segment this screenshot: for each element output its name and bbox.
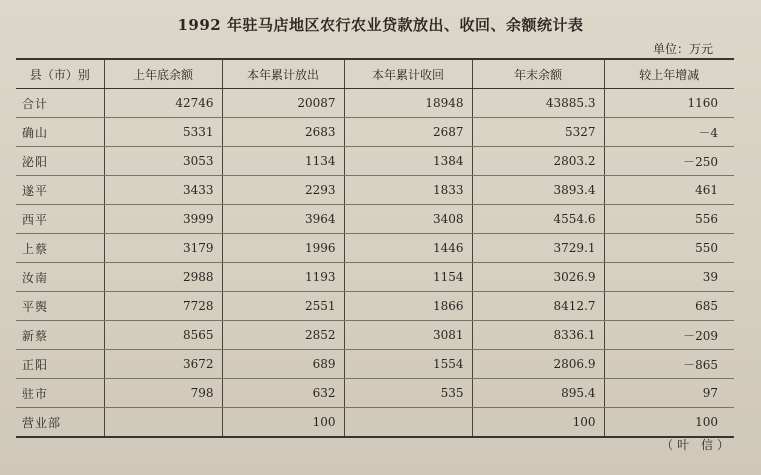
cell-recovered bbox=[344, 408, 472, 438]
cell-year-end-balance: 8336.1 bbox=[472, 321, 604, 350]
table-row bbox=[16, 263, 734, 292]
header-issued: 本年累计放出 bbox=[222, 59, 344, 89]
cell-prev-balance: 3433 bbox=[104, 176, 222, 205]
cell-change: 39 bbox=[604, 263, 734, 292]
cell-change: 1160 bbox=[604, 89, 734, 118]
cell-recovered: 1554 bbox=[344, 350, 472, 379]
cell-issued: 689 bbox=[222, 350, 344, 379]
cell-county: 驻市 bbox=[16, 379, 104, 408]
author-signature: （叶 信） bbox=[661, 438, 733, 452]
cell-prev-balance: 798 bbox=[104, 379, 222, 408]
cell-prev-balance bbox=[104, 408, 222, 438]
cell-year-end-balance: 5327 bbox=[472, 118, 604, 147]
cell-change: 556 bbox=[604, 205, 734, 234]
cell-county: 平舆 bbox=[16, 292, 104, 321]
cell-recovered: 1833 bbox=[344, 176, 472, 205]
cell-change: 461 bbox=[604, 176, 734, 205]
cell-year-end-balance: 43885.3 bbox=[472, 89, 604, 118]
cell-issued: 1193 bbox=[222, 263, 344, 292]
cell-year-end-balance: 4554.6 bbox=[472, 205, 604, 234]
cell-year-end-balance: 2806.9 bbox=[472, 350, 604, 379]
header-year-end-balance: 年末余额 bbox=[472, 59, 604, 89]
document-title: 1992 年驻马店地区农行农业贷款放出、收回、余额统计表 bbox=[177, 16, 584, 34]
cell-prev-balance: 2988 bbox=[104, 263, 222, 292]
header-prev-balance: 上年底余额 bbox=[104, 59, 222, 89]
cell-prev-balance: 3179 bbox=[104, 234, 222, 263]
loan-statistics-table bbox=[16, 58, 734, 438]
cell-county: 正阳 bbox=[16, 350, 104, 379]
cell-issued: 1134 bbox=[222, 147, 344, 176]
cell-county: 营业部 bbox=[22, 415, 62, 430]
cell-recovered: 3408 bbox=[344, 205, 472, 234]
cell-change: －250 bbox=[604, 147, 734, 176]
cell-county: 遂平 bbox=[16, 176, 104, 205]
cell-recovered: 1154 bbox=[344, 263, 472, 292]
cell-prev-balance: 42746 bbox=[104, 89, 222, 118]
table-row bbox=[16, 292, 734, 321]
table-row bbox=[16, 205, 734, 234]
table-row bbox=[16, 408, 734, 438]
cell-recovered: 1384 bbox=[344, 147, 472, 176]
cell-prev-balance: 3999 bbox=[104, 205, 222, 234]
cell-issued: 2293 bbox=[222, 176, 344, 205]
cell-issued: 632 bbox=[222, 379, 344, 408]
cell-year-end-balance: 895.4 bbox=[472, 379, 604, 408]
cell-year-end-balance: 8412.7 bbox=[472, 292, 604, 321]
cell-county: 确山 bbox=[16, 118, 104, 147]
cell-county: 上蔡 bbox=[16, 234, 104, 263]
cell-prev-balance: 8565 bbox=[104, 321, 222, 350]
cell-issued: 2551 bbox=[222, 292, 344, 321]
cell-change: 97 bbox=[604, 379, 734, 408]
table-row bbox=[16, 379, 734, 408]
table-row bbox=[16, 234, 734, 263]
cell-county: 新蔡 bbox=[16, 321, 104, 350]
table-row bbox=[16, 176, 734, 205]
table-row bbox=[16, 147, 734, 176]
cell-prev-balance: 7728 bbox=[104, 292, 222, 321]
cell-year-end-balance: 3893.4 bbox=[472, 176, 604, 205]
cell-county: 汝南 bbox=[16, 263, 104, 292]
cell-recovered: 18948 bbox=[344, 89, 472, 118]
cell-prev-balance: 3672 bbox=[104, 350, 222, 379]
cell-recovered: 1866 bbox=[344, 292, 472, 321]
cell-issued: 3964 bbox=[222, 205, 344, 234]
cell-prev-balance: 5331 bbox=[104, 118, 222, 147]
cell-county: 西平 bbox=[16, 205, 104, 234]
cell-issued: 2683 bbox=[222, 118, 344, 147]
cell-recovered: 2687 bbox=[344, 118, 472, 147]
table-row bbox=[16, 350, 734, 379]
table-header-row bbox=[16, 59, 734, 89]
unit-label: 单位：万元 bbox=[652, 42, 713, 56]
cell-prev-balance: 3053 bbox=[104, 147, 222, 176]
table-row bbox=[16, 321, 734, 350]
cell-county: 合计 bbox=[16, 89, 104, 118]
cell-issued: 20087 bbox=[222, 89, 344, 118]
cell-year-end-balance: 3026.9 bbox=[472, 263, 604, 292]
cell-issued: 1996 bbox=[222, 234, 344, 263]
cell-recovered: 1446 bbox=[344, 234, 472, 263]
cell-change: －209 bbox=[604, 321, 734, 350]
header-change: 较上年增减 bbox=[604, 59, 734, 89]
table-row bbox=[16, 89, 734, 118]
cell-issued: 2852 bbox=[222, 321, 344, 350]
cell-recovered: 535 bbox=[344, 379, 472, 408]
table-body bbox=[16, 89, 734, 438]
cell-recovered: 3081 bbox=[344, 321, 472, 350]
cell-county: 泌阳 bbox=[16, 147, 104, 176]
cell-year-end-balance: 3729.1 bbox=[472, 234, 604, 263]
header-recovered: 本年累计收回 bbox=[344, 59, 472, 89]
cell-year-end-balance: 100 bbox=[472, 408, 604, 438]
cell-change: 100 bbox=[604, 408, 734, 438]
cell-change: 685 bbox=[604, 292, 734, 321]
table-row bbox=[16, 118, 734, 147]
cell-year-end-balance: 2803.2 bbox=[472, 147, 604, 176]
cell-change: 550 bbox=[604, 234, 734, 263]
cell-change: －865 bbox=[604, 350, 734, 379]
cell-change: －4 bbox=[604, 118, 734, 147]
header-county: 县（市）别 bbox=[16, 59, 104, 89]
cell-issued: 100 bbox=[222, 408, 344, 438]
